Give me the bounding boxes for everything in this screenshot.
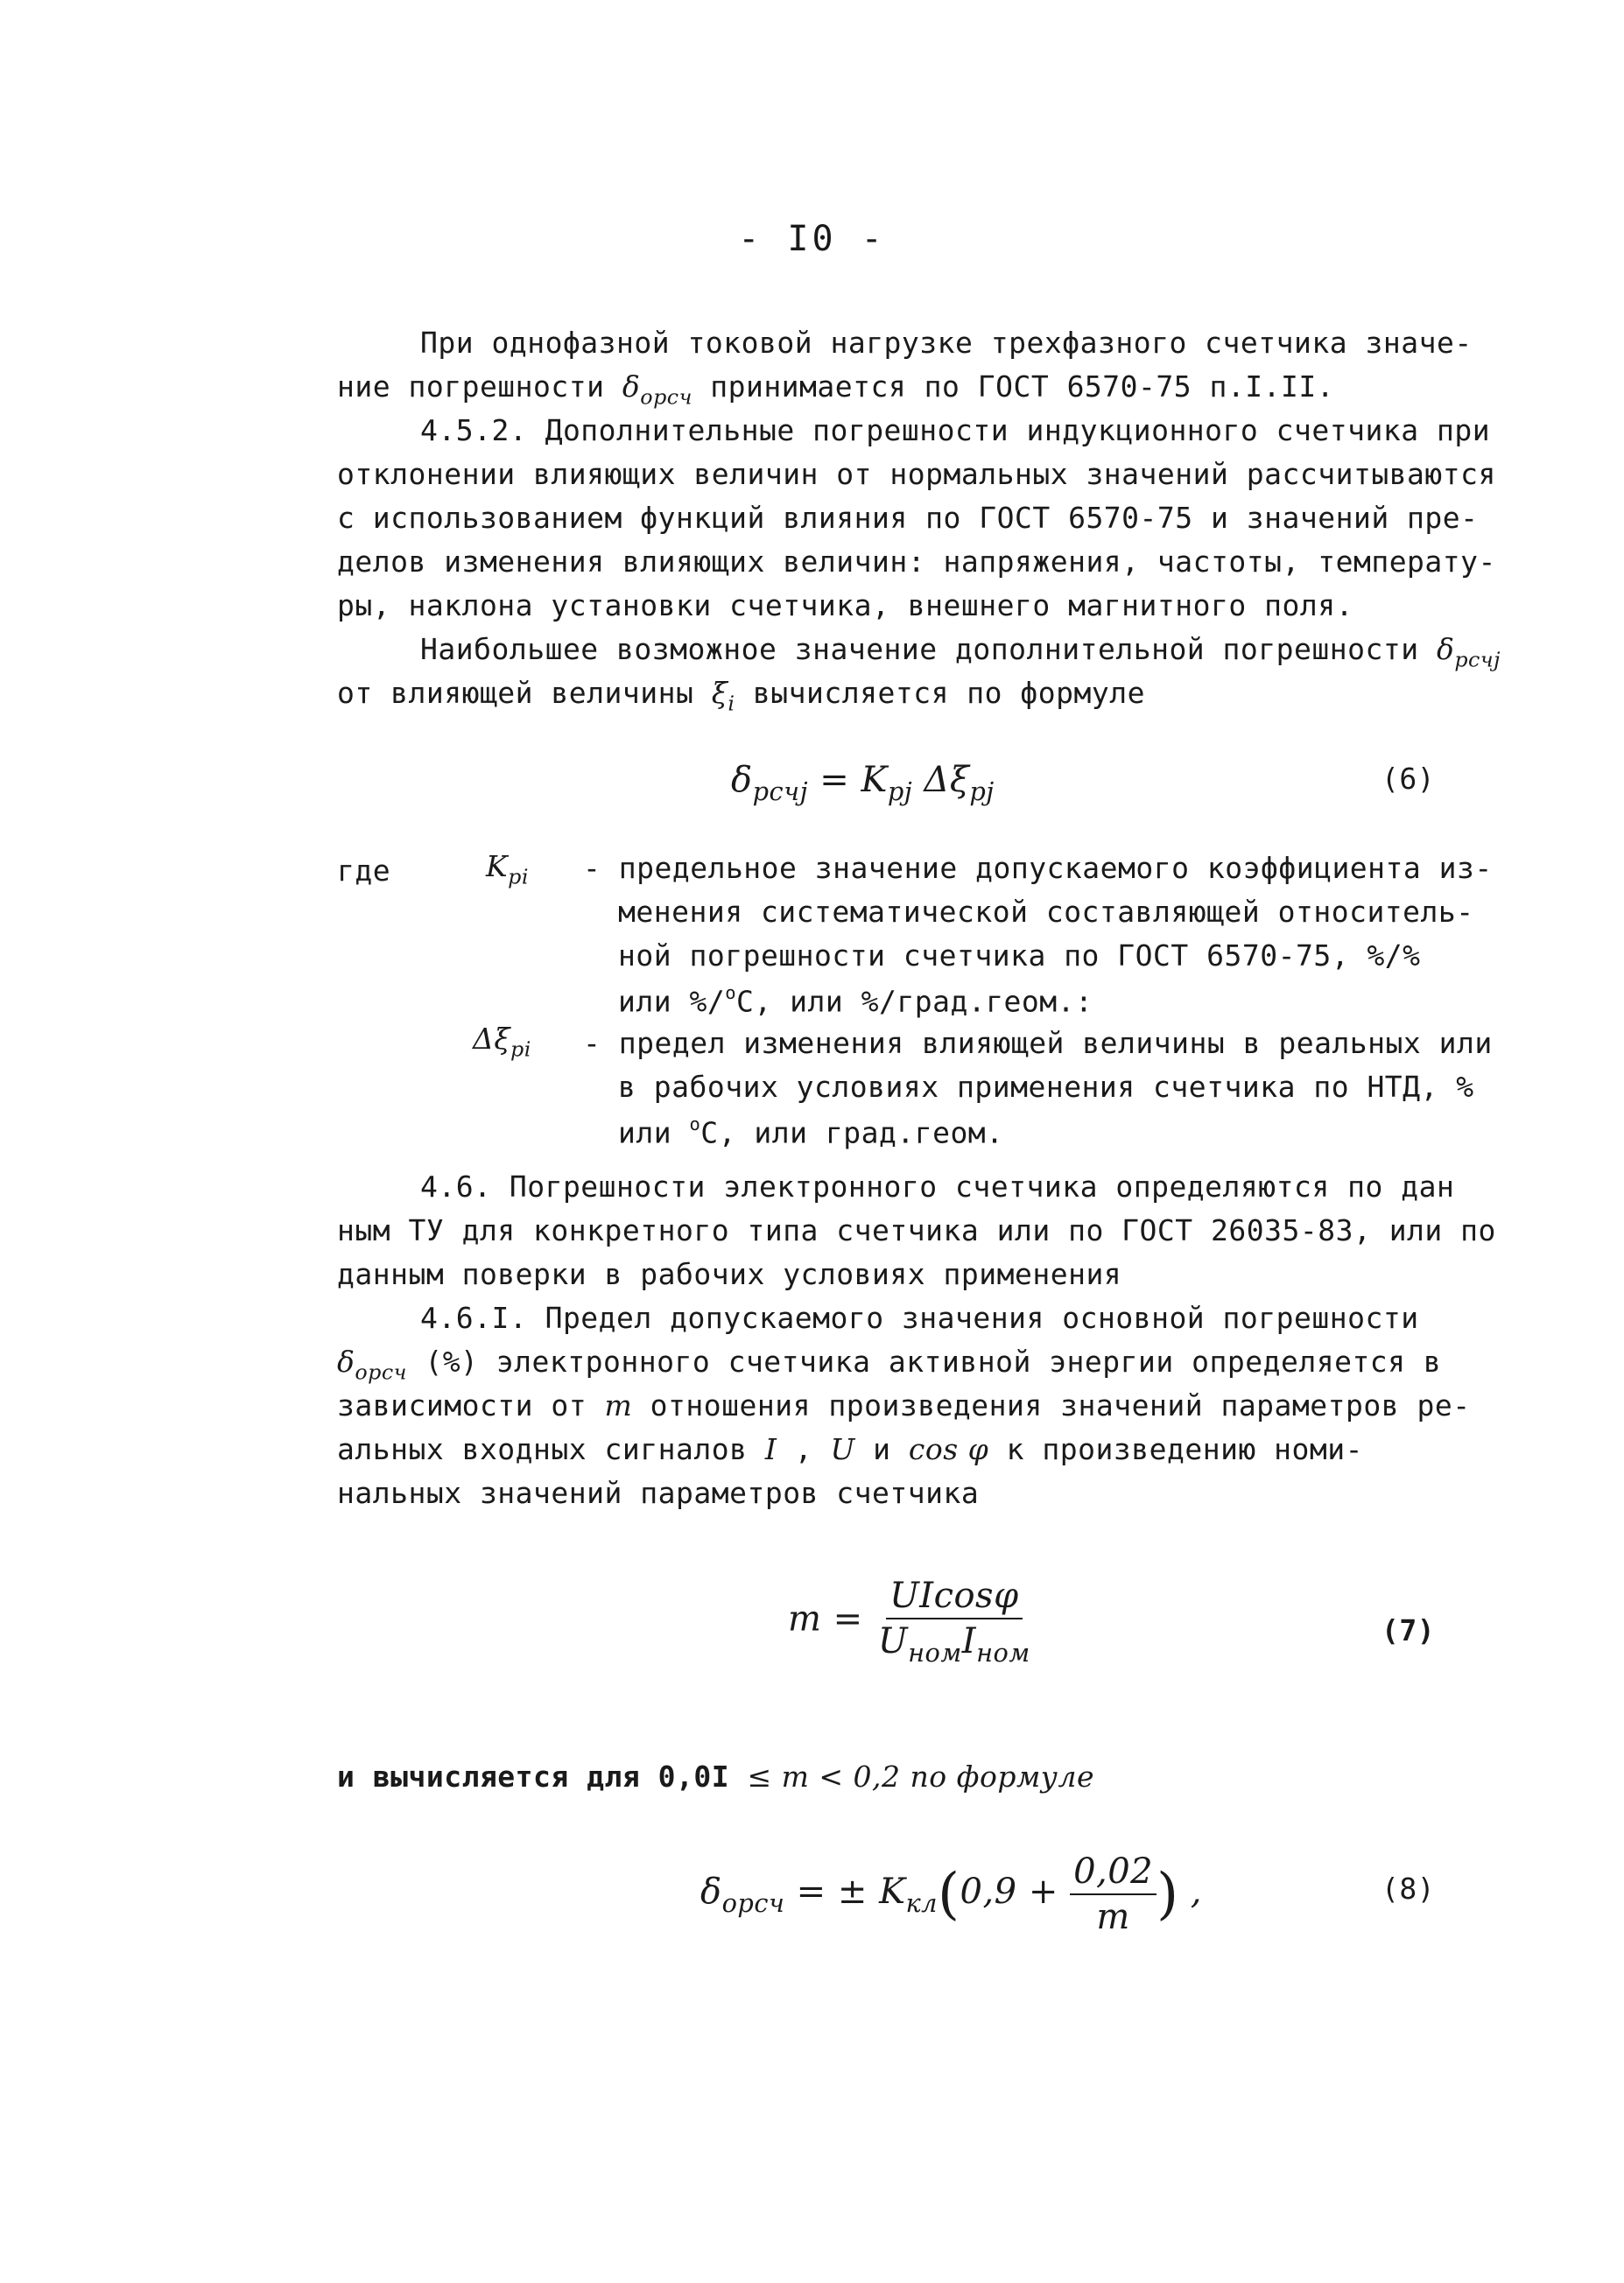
text-line [337, 676, 1145, 715]
superscript: о [725, 982, 737, 1003]
definition-line: ной погрешности счетчика по ГОСТ 6570-75, %/% [618, 938, 1421, 973]
i-symbol: I [764, 1432, 777, 1466]
text-span: С, или град.геом. [700, 1115, 1004, 1150]
text-line: нальных значений параметров счетчика [337, 1476, 980, 1510]
numerator: UIcosφ [886, 1576, 1023, 1619]
definition-line [618, 982, 1093, 1018]
equation-number: (8) [1381, 1872, 1436, 1906]
text-line: 4.5.2. Дополнительные погрешности индукционного счетчика при [420, 413, 1491, 447]
text-span: от влияющей величины [337, 676, 712, 710]
eq-subscript: рсчj [752, 776, 808, 807]
eq-subscript: pj [969, 776, 995, 807]
text-span: альных входных сигналов [337, 1432, 765, 1466]
eq-symbol: δ [700, 1872, 722, 1912]
text-span: (%) электронного счетчика активной энергии определяется в [406, 1345, 1442, 1379]
text-span: , [777, 1432, 831, 1466]
eq-symbol: U [877, 1621, 909, 1661]
eq-lhs: m = [788, 1598, 875, 1640]
equation-8 [700, 1851, 1202, 1937]
right-paren: ) [1156, 1862, 1179, 1927]
delta-symbol: δ [337, 1345, 355, 1379]
text-span: или [618, 1115, 690, 1150]
text-line: отклонении влияющих величин от нормальных значений рассчитываются [337, 457, 1496, 491]
denominator [875, 1619, 1034, 1668]
text-line [337, 1388, 1471, 1422]
text-span: отношения произведения значений параметров ре- [632, 1388, 1471, 1422]
text-span: по формуле [900, 1760, 1094, 1794]
eq-constant: 0,9 + [960, 1872, 1071, 1912]
delta-xi-symbol [473, 1022, 531, 1061]
subscript: рсчj [1454, 647, 1501, 672]
numerator: 0,02 [1070, 1851, 1156, 1895]
delta-symbol: δ [1436, 632, 1455, 666]
page-number: - I0 - [738, 219, 886, 259]
text-span: зависимости от [337, 1388, 605, 1422]
definition-line: менения систематической составляющей относитель- [618, 895, 1474, 929]
text-span: ние погрешности [337, 369, 622, 404]
eq-comma: , [1178, 1872, 1203, 1912]
xi-symbol: ξ [711, 676, 728, 710]
delta-symbol: δ [622, 369, 641, 404]
text-line: ры, наклона установки счетчика, внешнего магнитного поля. [337, 588, 1353, 622]
subscript: oрсч [640, 384, 692, 410]
equation-number: (6) [1381, 762, 1436, 796]
eq-symbol: Δξ [912, 760, 970, 800]
eq-operator: = ± K [784, 1872, 906, 1912]
text-span: принимается по ГОСТ 6570-75 п.I.II. [692, 369, 1335, 404]
equation-7 [788, 1576, 1034, 1668]
eq-symbol: I [961, 1621, 977, 1661]
definition-line [618, 1113, 1004, 1149]
eq-subscript: pi [508, 864, 529, 889]
text-span: или %/ [618, 984, 726, 1019]
text-line [337, 1345, 1441, 1384]
eq-symbol: Δξ [473, 1022, 511, 1056]
equation-6 [731, 760, 995, 806]
text-span: к произведению номи- [988, 1432, 1364, 1466]
cos-phi-symbol: cos φ [908, 1432, 989, 1466]
inequality: ≤ m < 0,2 [747, 1760, 901, 1794]
text-span: Наибольшее возможное значение дополнительной погрешности [420, 632, 1437, 666]
eq-symbol: K [861, 760, 888, 800]
text-span: и [854, 1432, 909, 1466]
denominator: m [1096, 1897, 1130, 1937]
superscript: о [689, 1113, 701, 1134]
left-paren: ( [938, 1862, 960, 1927]
text-line: данным поверки в рабочих условиях применения [337, 1257, 1122, 1291]
text-line: 4.6. Погрешности электронного счетчика определяются по дан [420, 1170, 1455, 1204]
eq-subscript: кл [905, 1888, 939, 1919]
text-line: с использованием функций влияния по ГОСТ 6570-75 и значений пре- [337, 501, 1479, 535]
text-line: При однофазной токовой нагрузке трехфазного счетчика значе- [420, 326, 1473, 360]
eq-subscript: pi [510, 1036, 531, 1062]
text-span: С, или %/град.геом.: [736, 984, 1093, 1019]
u-symbol: U [830, 1432, 855, 1466]
text-line: делов изменения влияющих величин: напряжения, частоты, температу- [337, 544, 1496, 579]
eq-subscript: ном [976, 1638, 1030, 1668]
text-line [337, 1432, 1363, 1466]
fraction [875, 1576, 1034, 1668]
eq-subscript: ном [908, 1638, 962, 1668]
definition-line: в рабочих условиях применения счетчика по НТД, % [618, 1070, 1474, 1104]
text-line: ным ТУ для конкретного типа счетчика или по ГОСТ 26035-83, или по [337, 1213, 1496, 1247]
where-label: где [337, 853, 391, 888]
text-line [337, 369, 1334, 409]
coefficient-symbol [486, 849, 529, 889]
subscript: i [728, 691, 735, 716]
equation-number: (7) [1381, 1613, 1436, 1647]
eq-subscript: pj [887, 776, 913, 807]
definition-line: - предельное значение допускаемого коэффициента из- [583, 851, 1493, 885]
fraction [1070, 1851, 1156, 1937]
subscript: oрсч [355, 1359, 407, 1385]
eq-symbol: K [486, 849, 509, 883]
definition-line: - предел изменения влияющей величины в реальных или [583, 1026, 1493, 1060]
text-line: 4.6.I. Предел допускаемого значения основной погрешности [420, 1301, 1419, 1335]
eq-subscript: oрсч [721, 1888, 785, 1919]
text-line [337, 1760, 1094, 1794]
text-line [420, 632, 1501, 671]
eq-operator: = [808, 760, 861, 800]
m-symbol: m [604, 1388, 633, 1422]
text-span: вычисляется по формуле [735, 676, 1145, 710]
text-span: и вычисляется для 0,0I [337, 1760, 748, 1794]
eq-symbol: δ [731, 760, 753, 800]
